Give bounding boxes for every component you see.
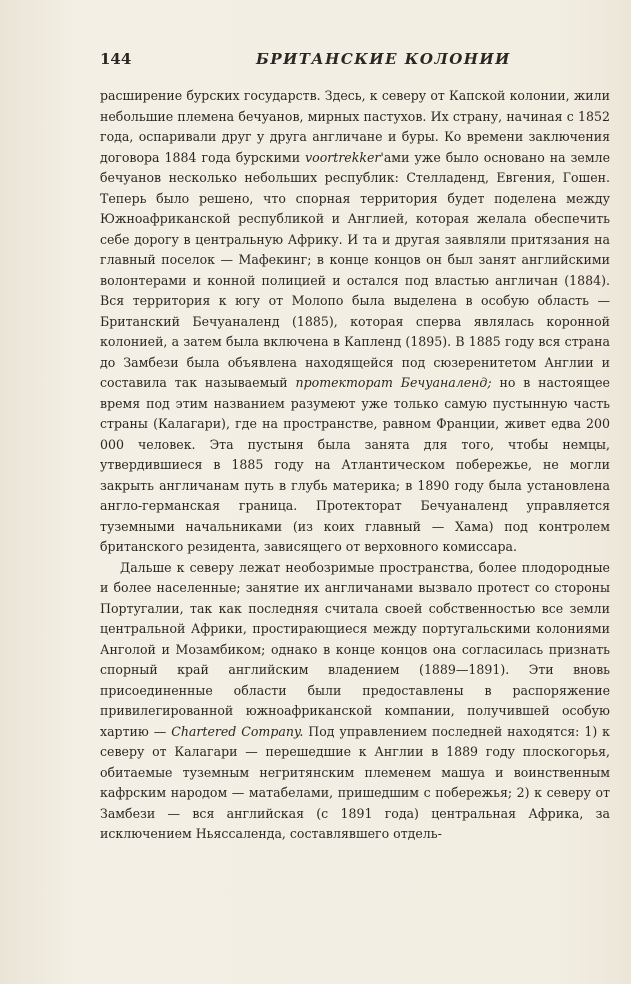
page-number: 144: [100, 50, 132, 68]
italic-term: voortrekker: [305, 149, 381, 165]
running-title: БРИТАНСКИЕ КОЛОНИИ: [256, 50, 511, 68]
paragraph-1: [100, 86, 610, 558]
body-text: [100, 86, 610, 845]
text-run: расширение бурских государств. Здесь, к северу от Капской колонии, жили небольшие племена бечуанов, мирных пастухов. Их страну, начиная с 1852 года, оспаривали друг у друга англичане и буры. Ко времени заключения договора 1884 года бурскими: [100, 88, 610, 165]
text-run: Под управлением последней находятся: 1) к северу от Калагари — перешедшие к Англии в 1889 году плоскогорья, обитаемые туземным негритянским племенем машуа и воинственным кафрским народом — матабелами, пришедшим с побережья; 2) к северу от Замбези — вся английская (с 1891 года) центральная Африка, за исключением Ньяссаленда, составлявшего отдель-: [100, 723, 610, 841]
paragraph-2: [100, 558, 610, 845]
text-run: но в настоящее время под этим названием разумеют уже только самую пустынную часть страны (Калагари), где на пространстве, равном Франции, живет едва 200 000 человек. Эта пустыня была занята для того, чтобы немцы, утвердившиеся в 1885 году на Атлантическом побережье, не могли закрыть англичанам путь в глубь материка; в 1890 году была установлена англо-германская граница. Протекторат Бечуаналенд управляется туземными начальниками (из коих главный — Хама) под контролем британского резидента, зависящего от верховного комиссара.: [100, 375, 610, 554]
text-run: Дальше к северу лежат необозримые пространства, более плодородные и более населенные; занятие их англичанами вызвало протест со стороны Португалии, так как последняя считала своей собственностью все земли центральной Африки, простирающиеся между португальскими колониями Анголой и Мозамбиком; однако в конце концов она согласилась признать спорный край английским владением (1889—1891). Эти вновь присоединенные области были предоставлены в распоряжение привилегированной южноафриканской компании, получившей особую хартию —: [100, 559, 610, 739]
page-header: [100, 50, 610, 76]
text-run: 'ами уже было основано на земле бечуанов несколько небольших республик: Стелладенд, Евгения, Гошен. Теперь было решено, что спорная территория будет поделена между Южноафриканской республикой и Англией, которая желала обеспечить себе дорогу в центральную Африку. И та и другая заявляли притязания на главный поселок — Мафекинг; в конце концов он был занят английскими волонтерами и конной полицией и остался под властью англичан (1884). Вся территория к югу от Молопо была выделена в особую область — Британский Бечуаналенд (1885), которая сперва являлась коронной колонией, а затем была включена в Капленд (1895). В 1885 году вся страна до Замбези была объявлена находящейся под сюзеренитетом Англии и составила так называемый: [100, 149, 610, 390]
italic-term: протекторат Бечуаналенд;: [295, 375, 492, 390]
italic-term: Chartered Company.: [171, 723, 304, 739]
